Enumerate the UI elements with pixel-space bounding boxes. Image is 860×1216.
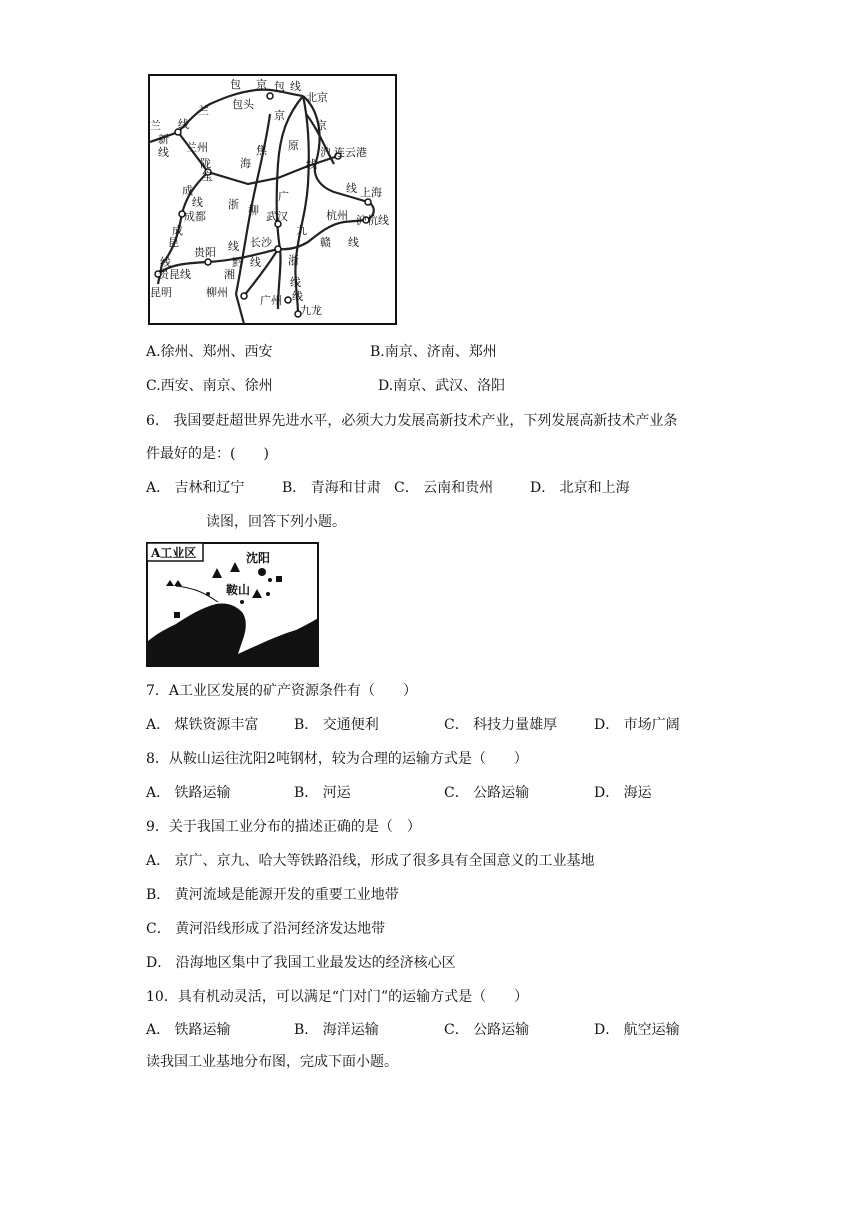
q7-option-d: D． 市场广阔 [594,717,680,733]
q5-option-c: C.西安、南京、徐州 [146,378,273,394]
svg-text:沪: 沪 [320,146,331,159]
svg-text:京: 京 [316,119,327,132]
q9-option-d: D． 沿海地区集中了我国工业最发达的经济核心区 [146,955,456,971]
svg-text:包: 包 [274,80,285,93]
svg-text:线: 线 [306,158,317,171]
q9-option-b: B． 黄河流域是能源开发的重要工业地带 [146,887,399,903]
svg-text:线: 线 [346,182,357,195]
svg-text:宝: 宝 [202,170,213,183]
svg-text:新: 新 [158,133,169,146]
svg-text:上海: 上海 [360,186,382,199]
svg-text:线: 线 [192,196,203,209]
q6-stem-line2: 件最好的是：( ) [146,446,269,462]
svg-text:贵阳: 贵阳 [194,246,216,259]
svg-text:浙: 浙 [288,254,299,267]
svg-text:成: 成 [182,184,193,197]
q10-option-c: C． 公路运输 [444,1022,530,1038]
svg-text:原: 原 [288,139,299,152]
q10-option-d: D． 航空运输 [594,1022,680,1038]
q6-option-a: A． 吉林和辽宁 [146,480,245,496]
svg-text:贵昆线: 贵昆线 [158,268,191,281]
svg-text:九龙: 九龙 [300,304,322,317]
svg-text:包头: 包头 [232,98,254,111]
q6-option-c: C． 云南和贵州 [394,480,494,496]
q10-option-a: A． 铁路运输 [146,1022,231,1038]
railway-map [148,74,398,326]
q6-option-b: B． 青海和甘肃 [282,480,381,496]
q7-option-a: A． 煤铁资源丰富 [146,717,259,733]
svg-text:连云港: 连云港 [334,146,367,159]
q6-stem-line1: 6． 我国要赶超世界先进水平，必须大力发展高新技术产业，下列发展高新技术产业条 [146,413,678,429]
svg-text:线: 线 [178,118,189,131]
read-map-instruction: 读图，回答下列小题。 [206,514,346,530]
svg-text:杭州: 杭州 [326,209,348,222]
svg-text:线: 线 [160,256,171,269]
svg-text:昆明: 昆明 [150,286,172,299]
svg-text:成都: 成都 [184,210,206,223]
svg-text:京: 京 [256,78,267,91]
svg-text:赣: 赣 [320,236,331,249]
q7-option-b: B． 交通便利 [294,717,379,733]
svg-text:焦: 焦 [256,144,267,157]
svg-text:线: 线 [158,146,169,159]
svg-text:广州: 广州 [260,294,282,307]
svg-text:包: 包 [230,78,241,91]
svg-text:兰: 兰 [150,119,161,132]
svg-text:海: 海 [240,157,251,170]
q10-option-b: B． 海洋运输 [294,1022,379,1038]
q8-stem: 8．从鞍山运往沈阳2吨钢材，较为合理的运输方式是（ ） [146,751,528,767]
svg-text:武汉: 武汉 [266,210,288,223]
svg-text:湘: 湘 [224,268,235,281]
svg-text:陇: 陇 [200,157,211,170]
map2-title: A工业区 [151,546,197,560]
q10-stem: 10．具有机动灵活，可以满足“门对门”的运输方式是（ ） [146,989,529,1005]
svg-text:广: 广 [278,190,289,203]
svg-text:成: 成 [172,224,183,237]
q5-option-a: A.徐州、郑州、西安 [146,344,273,360]
q9-option-c: C． 黄河沿线形成了沿河经济发达地带 [146,921,386,937]
svg-text:兰州: 兰州 [186,141,208,154]
svg-text:长沙: 长沙 [250,236,272,249]
svg-text:线: 线 [290,80,301,93]
q8-option-b: B． 河运 [294,785,351,801]
svg-text:九: 九 [296,224,307,237]
svg-text:线: 线 [290,276,301,289]
q7-stem: 7．A工业区发展的矿产资源条件有（ ） [146,683,418,699]
industrial-region-map [146,542,320,668]
q8-option-a: A． 铁路运输 [146,785,231,801]
svg-text:柳州: 柳州 [206,286,228,299]
svg-text:沪杭线: 沪杭线 [356,214,389,227]
svg-text:京: 京 [274,109,285,122]
svg-text:线: 线 [292,290,303,303]
footer-instruction: 读我国工业基地分布图，完成下面小题。 [146,1054,398,1070]
svg-text:线: 线 [348,236,359,249]
q7-option-c: C． 科技力量雄厚 [444,717,558,733]
q9-option-a: A． 京广、京九、哈大等铁路沿线，形成了很多具有全国意义的工业基地 [146,853,595,869]
svg-text:线: 线 [250,256,261,269]
svg-text:兰: 兰 [198,104,209,117]
q6-option-d: D． 北京和上海 [530,480,630,496]
q5-option-b: B.南京、济南、郑州 [370,344,497,360]
q8-option-d: D． 海运 [594,785,652,801]
map2-city-anshan: 鞍山 [226,583,251,597]
q8-option-c: C． 公路运输 [444,785,530,801]
q9-stem: 9．关于我国工业分布的描述正确的是（ ） [146,819,421,835]
q5-option-d: D.南京、武汉、洛阳 [378,378,506,394]
svg-text:北京: 北京 [306,91,328,104]
svg-text:柳: 柳 [248,204,259,217]
svg-text:浙: 浙 [228,198,239,211]
svg-text:线: 线 [228,240,239,253]
svg-text:黔: 黔 [232,256,243,269]
map2-city-shenyang: 沈阳 [246,551,271,565]
svg-text:昆: 昆 [168,236,179,249]
